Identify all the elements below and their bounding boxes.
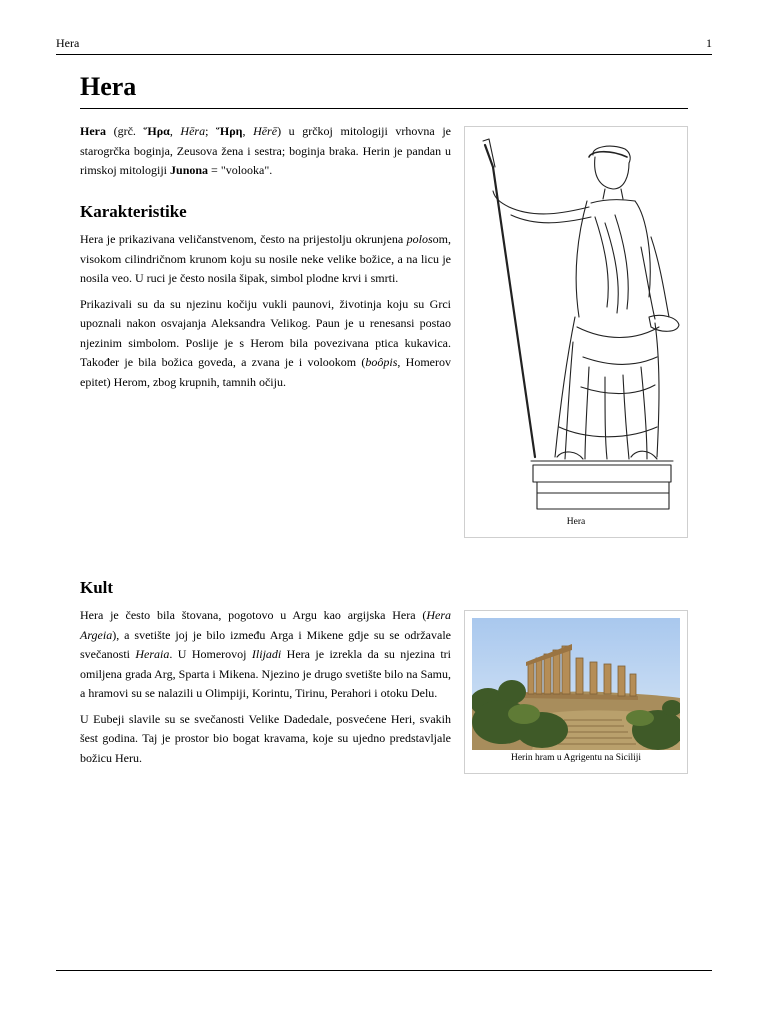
intro-text: ; (205, 124, 217, 138)
greek-name-2: Ἥρη (216, 124, 243, 138)
ilijadi-term: Ilijadi (251, 647, 282, 661)
junona-link: Junona (170, 163, 209, 177)
temple-photo (472, 618, 680, 750)
boopis-term: boôpis (365, 355, 398, 369)
heraia-term: Heraia (135, 647, 170, 661)
intro-text: (grč. (106, 124, 144, 138)
body-text: Hera je često bila štovana, pogotovo u Argu kao argijska Hera ( (80, 608, 427, 622)
statue-figure (464, 126, 688, 538)
statue-caption: Hera (566, 517, 586, 527)
body-text: . U Homerovoj (169, 647, 252, 661)
running-head-title: Hera (56, 36, 80, 50)
hera-statue-image (465, 127, 687, 517)
intro-text: = "volooka". (208, 163, 273, 177)
intro-paragraph (80, 122, 451, 181)
polos-term: polos (406, 232, 433, 246)
intro-text: , (169, 124, 181, 138)
translit-2: Hērē (253, 124, 278, 138)
temple-figure (464, 610, 688, 774)
kult-paragraph-2: U Eubeji slavile su se svečanosti Velike Dadedale, posvećene Heri, svakih šest godina. Taj je prostor bio bogat kravama, koje su ujedno predstavljale božicu Heru. (80, 711, 451, 765)
body-text: Hera je izrekla da su njezina tri omiljena grada Arg, Sparta i Mikena. Njezino je drugo svetište bilo na Samu, a hramovi su se nalazili u Olimpiji, Korintu, Tirinu, Perahori i otoku Delu. (80, 647, 451, 700)
body-text: om, visokom cilindričnom krunom koju su nosile neke velike božice, a na licu je nosila veo. U ruci je često nosila šipak, simbol plodne krvi i smrti. (80, 232, 451, 285)
page-number: 1 (706, 36, 712, 50)
karakteristike-paragraph-1 (80, 230, 451, 289)
heading-karakteristike: Karakteristike (80, 202, 187, 221)
kult-paragraph-1 (80, 606, 451, 704)
body-text: Hera je prikazivana veličanstvenom, često na prijestolju okrunjena (80, 232, 407, 246)
body-text: , Homerov epitet) Herom, zbog krupnih, tamnih očiju. (80, 355, 451, 389)
intro-lead-word: Hera (80, 124, 106, 138)
karakteristike-section (80, 230, 451, 398)
greek-name-1: Ἥρα (143, 124, 170, 138)
heading-kult: Kult (80, 578, 114, 597)
running-head (56, 36, 712, 55)
body-text: Prikazivali su da su njezinu kočiju vukli paunovi, životinja koju su Grci upoznali nakon osvajanja Aleksandra Velikog. Paun je u renesansi postao njezinim simbolom. Poslije je s Herom bila povezivana ptica kukavica. Također je bila božica goveda, a zvana je i volookom ( (80, 296, 451, 369)
hera-argeia-term: Hera Argeia (80, 608, 451, 642)
karakteristike-paragraph-2 (80, 295, 451, 393)
intro-text: , (242, 124, 254, 138)
translit-1: Hēra (180, 124, 206, 138)
intro-text: ) u grčkoj mitologiji vrhovna je starogrčka boginja, Zeusova žena i sestra; boginja braka. Herin je pandan u rimskoj mitologiji (80, 124, 451, 177)
footer-rule (56, 970, 712, 971)
body-text: ), a svetište joj je bilo između Arga i Mikene gdje su se održavale svečanosti (80, 627, 451, 661)
page-title: Hera (80, 72, 688, 109)
temple-caption: Herin hram u Agrigentu na Siciliji (510, 753, 642, 763)
intro-section (80, 122, 451, 187)
kult-section (80, 606, 451, 774)
